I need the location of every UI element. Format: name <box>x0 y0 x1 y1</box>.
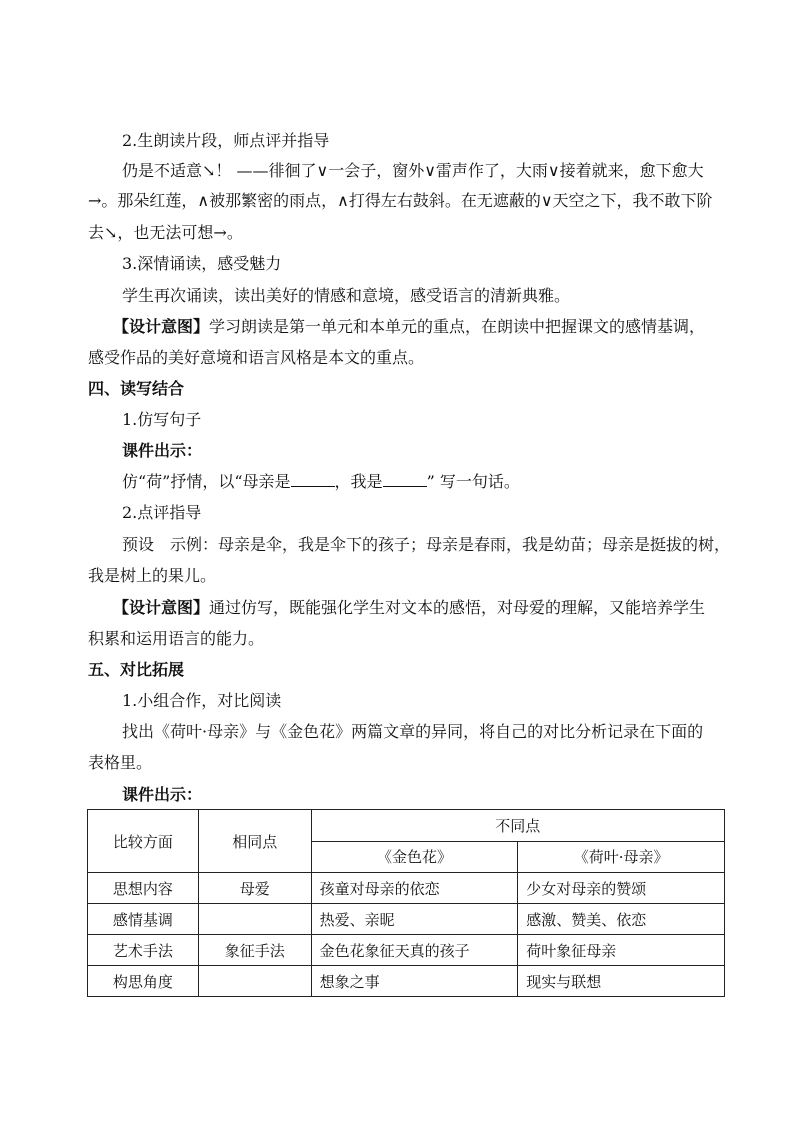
same-cell <box>198 966 311 997</box>
design-intent-text: 通过仿写，既能强化学生对文本的感悟，对母爱的理解，又能培养学生 <box>209 598 706 617</box>
imitation-prompt <box>122 472 520 492</box>
table-row <box>88 966 725 997</box>
table-row <box>88 904 725 935</box>
example-line-1: 预设 示例：母亲是伞，我是伞下的孩子；母亲是春雨，我是幼苗；母亲是挺拔的树， <box>122 535 731 554</box>
section4-item1: 1.仿写句子 <box>122 410 202 429</box>
reading-line-1: 仍是不适意↘！ ——徘徊了∨一会子，窗外∨雷声作了，大雨∨接着就来，愈下愈大 <box>122 161 704 180</box>
col2-cell: 少女对母亲的赞颂 <box>518 873 725 904</box>
table-row <box>88 873 725 904</box>
section5-item1: 1.小组合作，对比阅读 <box>122 691 282 710</box>
same-cell <box>198 904 311 935</box>
instruction-line-1: 找出《荷叶·母亲》与《金色花》两篇文章的异同，将自己的对比分析记录在下面的 <box>122 722 704 741</box>
instruction-line-2: 表格里。 <box>88 753 153 772</box>
header-aspect: 比较方面 <box>88 810 199 873</box>
aspect-cell: 感情基调 <box>88 904 199 935</box>
section5-heading: 五、对比拓展 <box>88 660 185 679</box>
comparison-table <box>87 809 725 997</box>
col1-cell: 金色花象征天真的孩子 <box>311 935 518 966</box>
col2-cell: 荷叶象征母亲 <box>518 935 725 966</box>
col2-cell: 现实与联想 <box>518 966 725 997</box>
blank-line-1 <box>291 472 335 487</box>
design-intent-2-cont: 积累和运用语言的能力。 <box>88 629 265 648</box>
aspect-cell: 构思角度 <box>88 966 199 997</box>
aspect-cell: 思想内容 <box>88 873 199 904</box>
design-intent-1 <box>113 317 705 337</box>
section4-heading: 四、读写结合 <box>88 379 185 398</box>
courseware-label-1: 课件出示： <box>122 441 203 460</box>
col1-cell: 热爱、亲昵 <box>311 904 518 935</box>
section4-item2: 2.点评指导 <box>122 503 202 522</box>
reading-line-3: 去↘，也无法可想→。 <box>88 223 243 242</box>
design-intent-1-cont: 感受作品的美好意境和语言风格是本文的重点。 <box>88 348 425 367</box>
step3-title: 3.深情诵读，感受魅力 <box>122 254 282 273</box>
step2-title: 2.生朗读片段，师点评并指导 <box>122 131 330 150</box>
prompt-part-1: 仿“荷”抒情，以“母亲是 <box>122 472 291 491</box>
col1-cell: 想象之事 <box>311 966 518 997</box>
subheader-col1: 《金色花》 <box>311 841 518 873</box>
prompt-part-3: ” 写一句话。 <box>426 472 520 491</box>
blank-line-2 <box>383 472 427 487</box>
design-intent-tag: 【设计意图】 <box>113 317 210 336</box>
reading-line-2: →。那朵红莲，∧被那繁密的雨点，∧打得左右鼓斜。在无遮蔽的∨天空之下，我不敢下阶 <box>88 191 713 210</box>
header-same: 相同点 <box>198 810 311 873</box>
col2-cell: 感激、赞美、依恋 <box>518 904 725 935</box>
col1-cell: 孩童对母亲的依恋 <box>311 873 518 904</box>
courseware-label-2: 课件出示： <box>122 785 203 804</box>
example-line-2: 我是树上的果儿。 <box>88 566 217 585</box>
prompt-part-2: ，我是 <box>334 472 383 491</box>
subheader-col2: 《荷叶·母亲》 <box>518 841 725 873</box>
design-intent-tag: 【设计意图】 <box>113 598 210 617</box>
step3-text: 学生再次诵读，读出美好的情感和意境，感受语言的清新典雅。 <box>122 286 571 305</box>
header-diff: 不同点 <box>311 810 724 842</box>
design-intent-text: 学习朗读是第一单元和本单元的重点，在朗读中把握课文的感情基调， <box>209 317 706 336</box>
design-intent-2 <box>113 598 705 618</box>
aspect-cell: 艺术手法 <box>88 935 199 966</box>
same-cell: 象征手法 <box>198 935 311 966</box>
same-cell: 母爱 <box>198 873 311 904</box>
table-row <box>88 935 725 966</box>
